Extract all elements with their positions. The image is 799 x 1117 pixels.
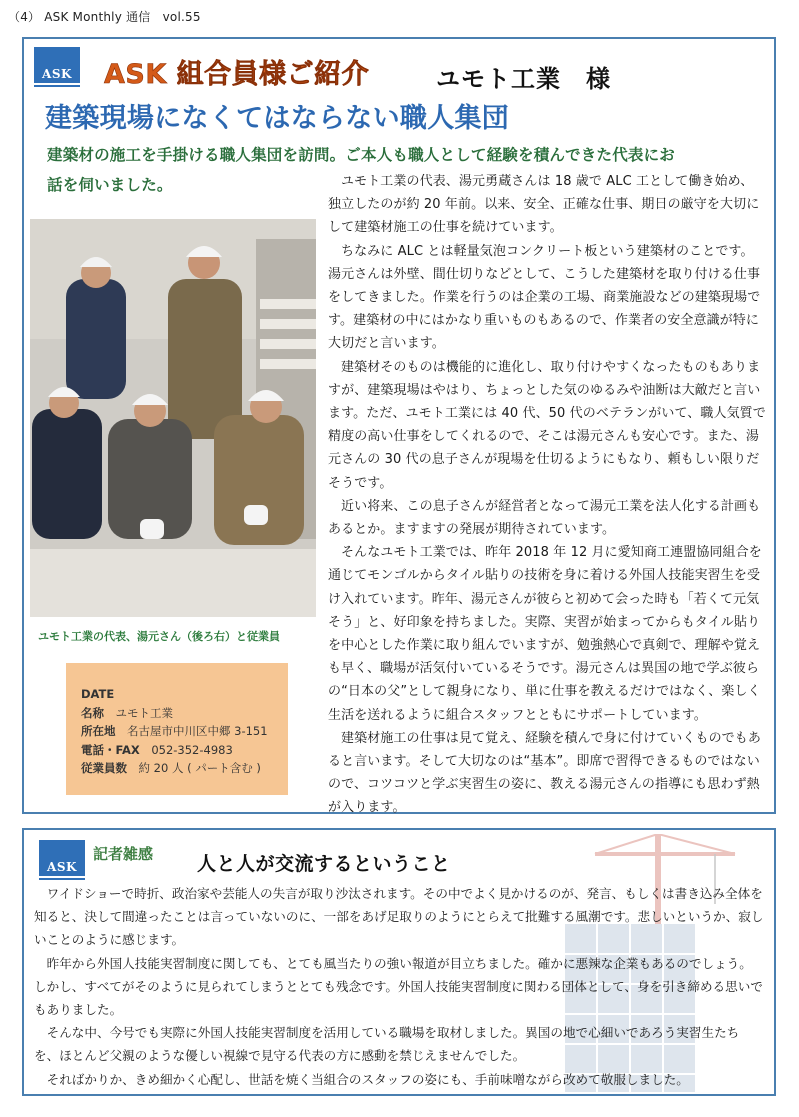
article-paragraph: 建築材そのものは機能的に進化し、取り付けやすくなったものもありますが、建築現場はやはり、ちょっとした気のゆるみや油断は大敵だと言います。ただ、ユモト工業には 40 代、50 代のベテランがいて、職人気質で精度の高い仕事をしてくれるので、そこは湯元さんも安心です。また、湯元さんの 30 代の息子さんが現場を仕切るようにもなり、頼もしい限りだそうです。 bbox=[328, 359, 766, 491]
info-address-value: 名古屋市中川区中郷 3-151 bbox=[127, 724, 268, 738]
ask-logo-text: ASK bbox=[42, 67, 72, 81]
company-info-box bbox=[66, 663, 288, 795]
ask-logo bbox=[34, 47, 80, 87]
info-name-row bbox=[81, 704, 288, 723]
lead-text: 建築材の施工を手掛ける職人集団を訪問。ご本人も職人として経験を積んできた代表にお話を伺いました。 bbox=[47, 146, 676, 194]
article-paragraph: ユモト工業の代表、湯元勇蔵さんは 18 歳で ALC 工として働き始め、独立したのが約 20 年前。以来、安全、正確な仕事、期日の厳守を大切にして建築材施工の仕事を続けています。 bbox=[328, 174, 760, 236]
headline: 建築現場になくてはならない職人集団 bbox=[45, 103, 510, 134]
notes-paragraph: そんな中、今号でも実際に外国人技能実習制度を活用している職場を取材しました。異国の地で心細いであろう実習生たちを、ほとんど父親のような優しい視線で見守る代表の方に感動を禁じえませんでした。 bbox=[34, 1025, 740, 1064]
notes-paragraph: 昨年から外国人技能実習制度に関しても、とても風当たりの強い報道が目立ちました。確かに悪辣な企業もあるのでしょう。しかし、すべてがそのように見られてしまうととても残念です。外国人技能実習制度に関わる団体として、身を引き締める思いでもありました。 bbox=[34, 955, 763, 1018]
feature-label: ASK 組合員様ご紹介 bbox=[104, 59, 370, 90]
info-staff-value: 約 20 人 ( パート含む ) bbox=[138, 761, 261, 775]
article-body bbox=[328, 170, 766, 820]
info-title: DATE bbox=[81, 687, 115, 701]
info-staff-label: 従業員数 bbox=[81, 761, 127, 775]
info-phone-row bbox=[81, 741, 288, 760]
notes-paragraph: ワイドショーで時折、政治家や芸能人の失言が取り沙汰されます。その中でよく見かけるのが、発言、もしくは書き込み全体を知ると、決して間違ったことは言っていないのに、一部をあげ足取りのようにとらえて批難する風潮です。悲しいというか、寂しいことのように感じます。 bbox=[34, 886, 764, 948]
info-name-label: 名称 bbox=[81, 705, 104, 720]
article-paragraph: 近い将来、この息子さんが経営者となって湯元工業を法人化する計画もあるとか。ますますの発展が期待されています。 bbox=[328, 498, 761, 538]
info-name-value: ユモト工業 bbox=[115, 705, 173, 720]
info-phone-label: 電話・FAX bbox=[81, 742, 140, 757]
info-address-label: 所在地 bbox=[81, 724, 116, 738]
notes-label: 記者雑感 bbox=[93, 845, 154, 863]
staff-photo bbox=[30, 219, 316, 617]
info-staff-row bbox=[81, 759, 288, 778]
notes-title: 人と人が交流するということ bbox=[197, 853, 451, 875]
company-name: ユモト工業 様 bbox=[436, 65, 611, 93]
notes-paragraph: そればかりか、きめ細かく心配し、世話を焼く当組合のスタッフの姿にも、手前味噌ながら改めて敬服しました。 bbox=[46, 1071, 689, 1087]
info-phone-value: 052-352-4983 bbox=[151, 742, 233, 757]
ask-logo-notes bbox=[39, 840, 85, 880]
article-paragraph: 建築材施工の仕事は見て覚え、経験を積んで身に付けていくものでもあると言います。そして大切なのは“基本”。即席で習得できるものではないので、コツコツと学ぶ実習生の姿に、教える湯元さんの指導にも思わず熱が入ります。 bbox=[328, 730, 761, 816]
page-header: （4） ASK Monthly 通信 vol.55 bbox=[8, 10, 201, 24]
ask-logo-notes-text: ASK bbox=[47, 860, 77, 874]
info-address-row bbox=[81, 722, 288, 741]
photo-caption: ユモト工業の代表、湯元さん（後ろ右）と従業員 bbox=[38, 630, 280, 643]
article-paragraph: そんなユモト工業では、昨年 2018 年 12 月に愛知商工連盟協同組合を通じてモンゴルからタイル貼りの技術を身に着ける外国人技能実習生を受け入れています。昨年、湯元さんが彼らと初めて会った時も「若くて元気そう」と、好印象を持ちました。実際、実習が始まってからもタイル貼りを中心とした作業に取り組んでいますが、勉強熱心で真剣で、理解や覚えも早く、職場が活気付いているそうです。湯元さんは異国の地で学ぶ彼らの“日本の父”として親身になり、単に仕事を教えるだけではなく、楽しく生活を送れるように組合スタッフとともにサポートしています。 bbox=[328, 545, 762, 723]
article-paragraph: ちなみに ALC とは軽量気泡コンクリート板という建築材のことです。湯元さんは外壁、間仕切りなどとして、こうした建築材を取り付ける仕事をしてきました。作業を行うのは企業の工場、商業施設などの建築現場です。建築材の中にはかなり重いものもあるので、作業者の安全意識が特に大切だと言います。 bbox=[328, 243, 761, 352]
notes-body bbox=[34, 882, 764, 1091]
